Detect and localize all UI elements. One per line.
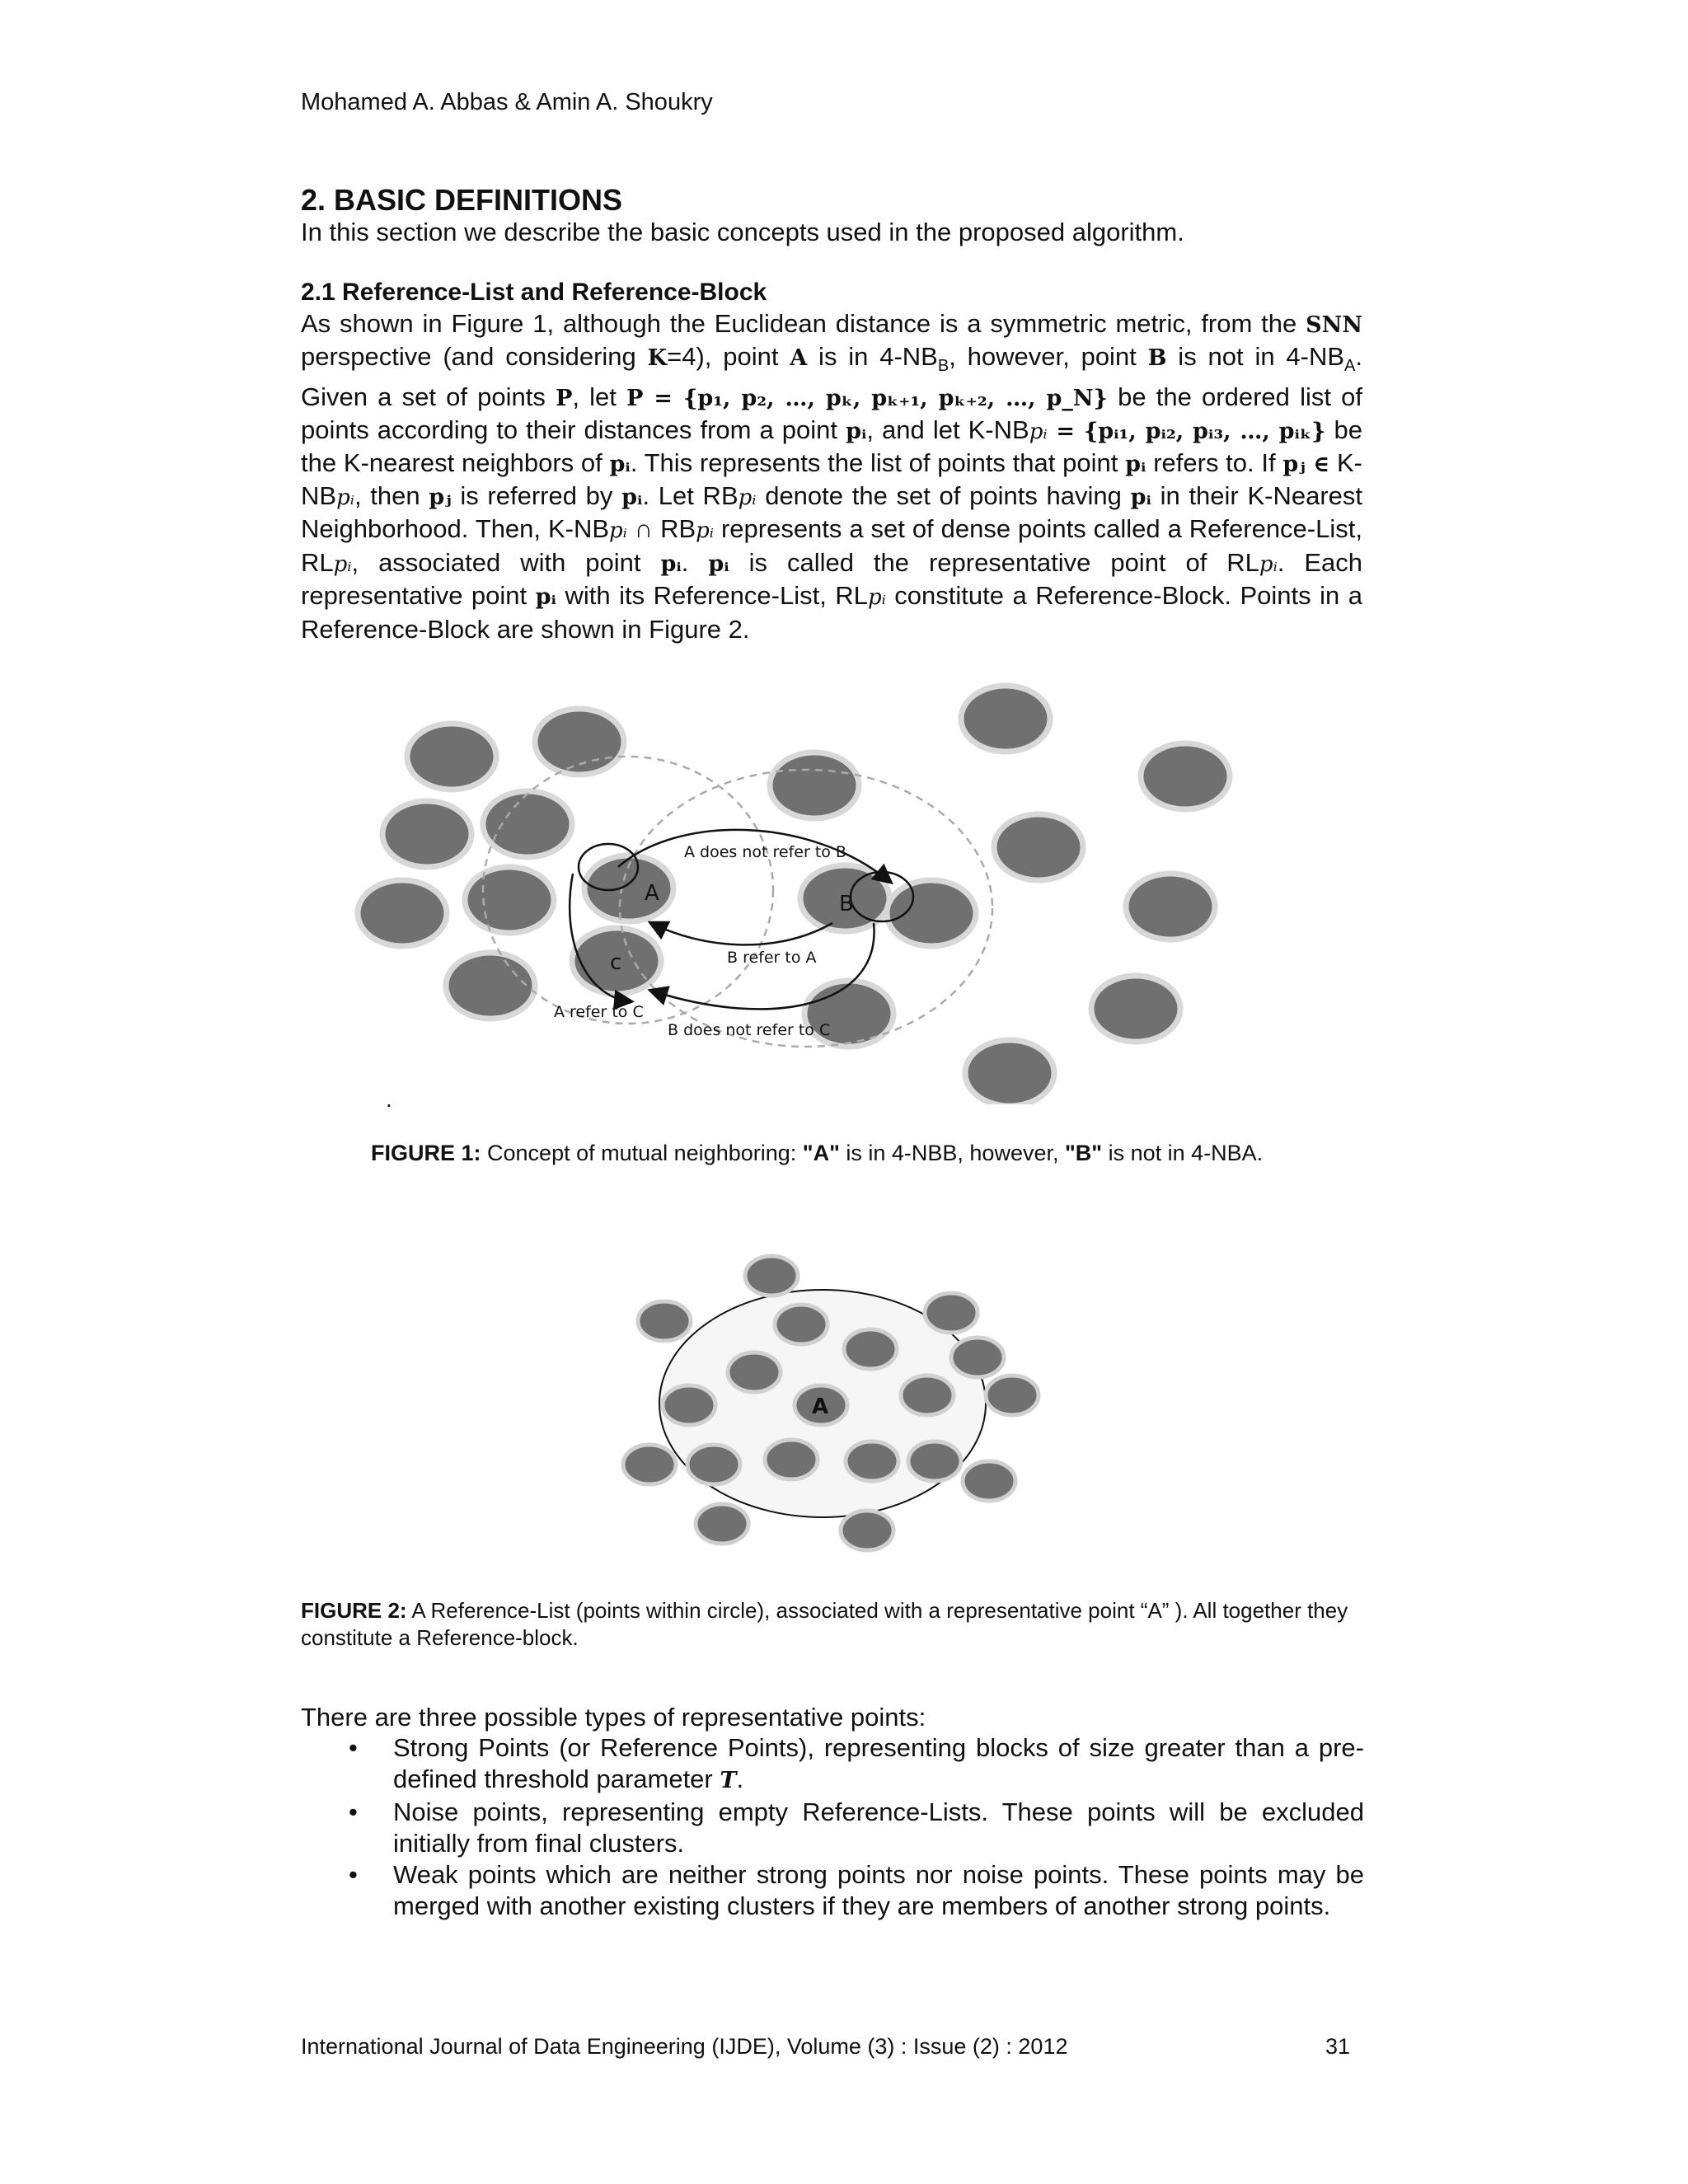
point	[846, 1441, 898, 1481]
figure-1-diagram	[346, 676, 1418, 1104]
point	[728, 1352, 781, 1392]
point	[687, 1445, 740, 1484]
point	[638, 1301, 691, 1341]
footer-journal: International Journal of Data Engineering (IJDE), Volume (3) : Issue (2) : 2012	[301, 2034, 1068, 2059]
label-b: B	[839, 892, 854, 916]
list-item: • Weak points which are neither strong points nor noise points. These points may be merged with another existing clusters if they are members of another strong points.	[349, 1860, 1364, 1920]
definition-paragraph: As shown in Figure 1, although the Euclidean distance is a symmetric metric, from the SNN perspective (and considering K=4), point A is in $4-NB_B$, however, point B is not in $4-NB_A$. Given a set of points P, let P = {p₁, p₂, …, pₖ, pₖ₊₁, pₖ₊₂, …, p_N} be the ordered list of points according to their distances from a point pᵢ, and let K-NBpᵢ = {pᵢ₁, pᵢ₂, pᵢ₃, …, pᵢₖ} be the K-nearest neighbors of pᵢ. This represents the list of points that point pᵢ refers to. If pⱼ ∈ K-NBpᵢ, then pⱼ is referred by pᵢ. Let RBpᵢ denote the set of points having pᵢ in their K-Nearest Neighborhood. Then, K-NBpᵢ ∩ RBpᵢ represents a set of dense points called a Reference-List, RLpᵢ, associated with point pᵢ. pᵢ is called the representative point of RLpᵢ. Each representative point pᵢ with its Reference-List, RLpᵢ constitute a Reference-Block. Points in a Reference-Block are shown in Figure 2.	[301, 309, 1363, 644]
point	[663, 1385, 715, 1425]
point	[696, 1504, 748, 1544]
point	[623, 1445, 676, 1484]
page-number: 31	[1325, 2034, 1351, 2059]
section-title: 2. BASIC DEFINITIONS	[301, 183, 623, 217]
figure-2	[610, 1249, 1055, 1578]
section-intro: In this section we describe the basic concepts used in the proposed algorithm.	[301, 218, 1184, 246]
point	[765, 1440, 818, 1479]
point	[483, 791, 572, 857]
point	[1126, 874, 1215, 940]
label-a-refer-c: A refer to C	[554, 1003, 644, 1021]
label-c: c	[610, 950, 622, 975]
point	[446, 953, 535, 1019]
label-b-refer-a: B refer to A	[727, 949, 817, 967]
stray-dot: .	[386, 1086, 392, 1112]
point	[1091, 976, 1180, 1042]
label-a: A	[812, 1394, 829, 1419]
label-b-not-refer-c: B does not refer to C	[668, 1021, 831, 1039]
point	[925, 1293, 978, 1333]
figure-2-diagram	[610, 1249, 1055, 1578]
point	[887, 880, 976, 946]
subsection-title: 2.1 Reference-List and Reference-Block	[301, 279, 767, 306]
representative-points-list	[301, 1732, 1364, 1921]
point	[951, 1338, 1004, 1377]
point	[465, 867, 554, 933]
point	[986, 1376, 1039, 1415]
figure-1-caption: FIGURE 1: Concept of mutual neighboring: "A" is in 4-NBB, however, "B" is not in 4-NBA.	[371, 1141, 1264, 1165]
list-intro: There are three possible types of representative points:	[301, 1703, 926, 1732]
point	[745, 1256, 798, 1296]
point	[358, 880, 447, 946]
point	[901, 1376, 954, 1415]
label-a-not-refer-b: A does not refer to B	[684, 843, 846, 861]
point	[961, 686, 1050, 752]
point	[844, 1329, 897, 1369]
point	[965, 1040, 1054, 1104]
point	[908, 1441, 961, 1481]
point	[994, 814, 1083, 880]
point	[963, 1461, 1015, 1501]
figure-2-caption: FIGURE 2: A Reference-List (points within circle), associated with a representative point “A” ). All together they constitute a Reference-block.	[301, 1598, 1348, 1650]
point	[382, 801, 471, 867]
point	[775, 1305, 828, 1344]
point	[1141, 743, 1230, 809]
list-item: • Noise points, representing empty Reference-Lists. These points will be excluded initially from final clusters.	[349, 1797, 1364, 1858]
running-header: Mohamed A. Abbas & Amin A. Shoukry	[301, 89, 713, 115]
list-item: • Strong Points (or Reference Points), representing blocks of size greater than a pre-defined threshold parameter T.	[349, 1733, 1364, 1793]
point	[407, 724, 496, 790]
point	[770, 752, 859, 818]
point	[841, 1511, 893, 1550]
arrow-b-to-a	[651, 923, 832, 944]
label-a: A	[645, 881, 659, 906]
figure-1	[346, 676, 1418, 1104]
